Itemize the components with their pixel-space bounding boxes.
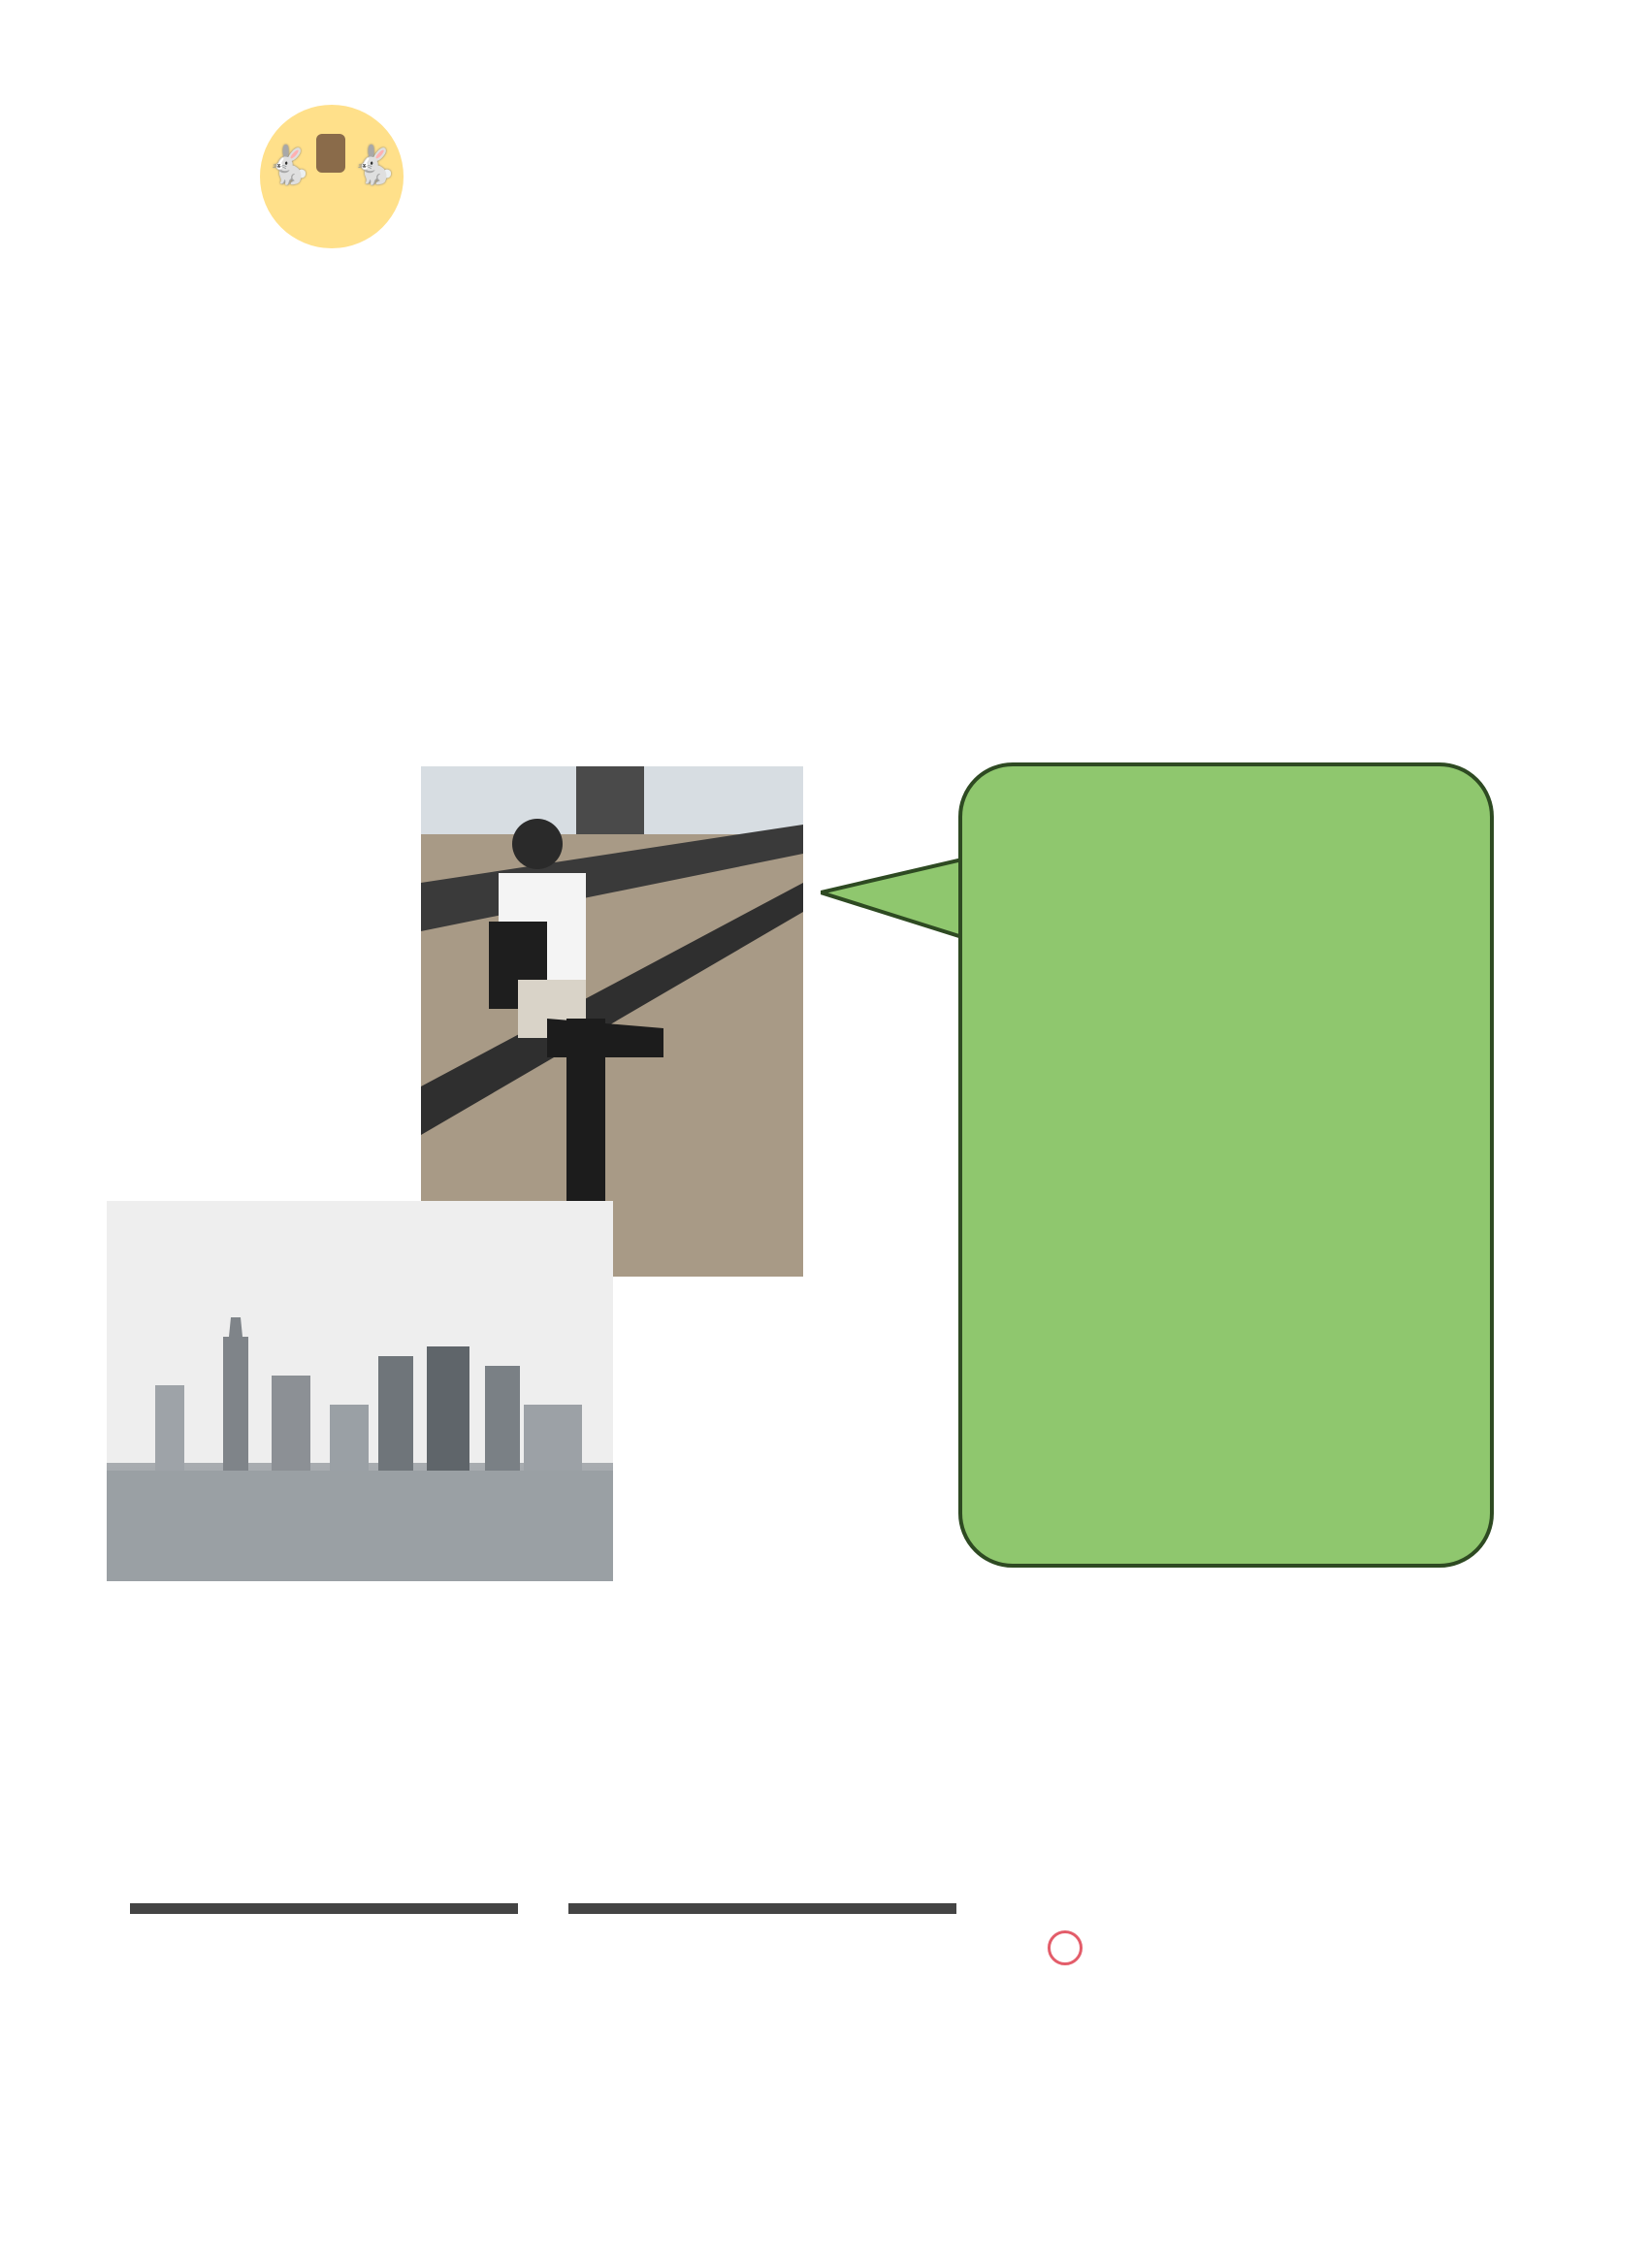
rabbit-icon: 🐇: [266, 144, 312, 186]
moon-icon: [260, 105, 404, 248]
speech-bubble-tail: [821, 854, 966, 941]
calendar-november: [568, 1903, 956, 1914]
calendar-title: [572, 1907, 953, 1910]
newsletter-header: [464, 163, 557, 238]
photo-nyc-skyline: [107, 1201, 613, 1581]
closed-circle-icon: [1048, 1930, 1083, 1965]
skyline-photo-illustration: [107, 1201, 613, 1581]
rabbit-icon: 🐇: [351, 144, 398, 186]
closed-days-notice: [1048, 1927, 1086, 1965]
speech-bubble: [958, 762, 1494, 1568]
calendar-title: [134, 1907, 514, 1910]
mochi-mortar-icon: [316, 134, 345, 173]
calendar-october: [130, 1903, 518, 1914]
